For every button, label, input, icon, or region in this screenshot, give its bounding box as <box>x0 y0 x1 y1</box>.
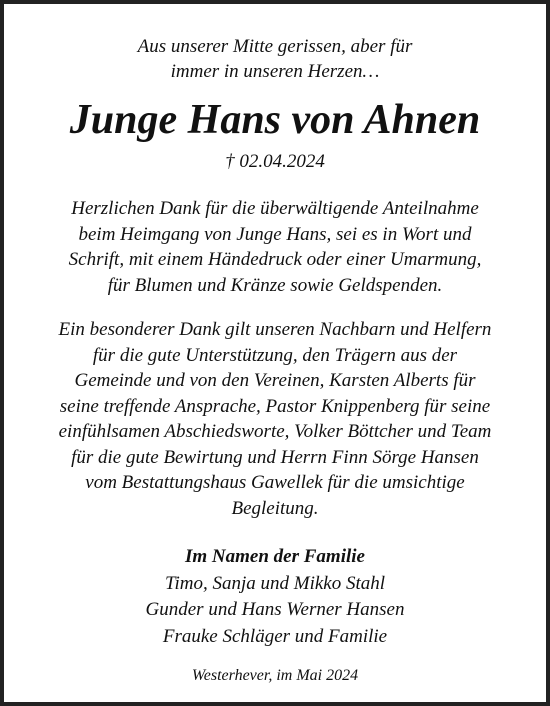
memorial-verse <box>4 34 546 84</box>
thanks-paragraph-2 <box>4 317 546 521</box>
text-line: Schrift, mit einem Händedruck oder einer Umarmung, <box>68 249 482 270</box>
death-date: † 02.04.2024 <box>225 151 325 172</box>
text-line: Begleitung. <box>231 497 319 519</box>
text-line: seine treffende Ansprache, Pastor Knippenberg für seine <box>59 395 491 417</box>
thanks-paragraph-1 <box>4 196 546 298</box>
verse-line: Aus unserer Mitte gerissen, aber für <box>137 36 413 57</box>
family-member: Timo, Sanja und Mikko Stahl <box>164 572 386 594</box>
verse-line: immer in unseren Herzen… <box>170 61 380 82</box>
family-member: Frauke Schläger und Familie <box>162 625 388 647</box>
text-line: für die gute Bewirtung und Herrn Finn Sörge Hansen <box>71 446 479 468</box>
place-and-date: Westerhever, im Mai 2024 <box>191 667 359 684</box>
text-line: für Blumen und Kränze sowie Geldspenden. <box>107 274 443 296</box>
text-line: Ein besonderer Dank gilt unseren Nachbarn und Helfern <box>58 319 492 340</box>
text-line: beim Heimgang von Junge Hans, sei es in Wort und <box>78 223 472 245</box>
family-member: Gunder und Hans Werner Hansen <box>145 599 405 620</box>
family-signature <box>4 544 546 650</box>
text-line: einfühlsamen Abschiedsworte, Volker Böttcher und Team <box>58 421 492 442</box>
text-line: Gemeinde und von den Vereinen, Karsten Alberts für <box>74 370 476 391</box>
family-heading: Im Namen der Familie <box>185 546 365 567</box>
text-line: vom Bestattungshaus Gawellek für die umsichtige <box>85 472 465 493</box>
deceased-name: Junge Hans von Ahnen <box>69 97 481 143</box>
text-line: Herzlichen Dank für die überwältigende Anteilnahme <box>71 198 479 219</box>
text-line: für die gute Unterstützung, den Trägern aus der <box>92 344 458 366</box>
